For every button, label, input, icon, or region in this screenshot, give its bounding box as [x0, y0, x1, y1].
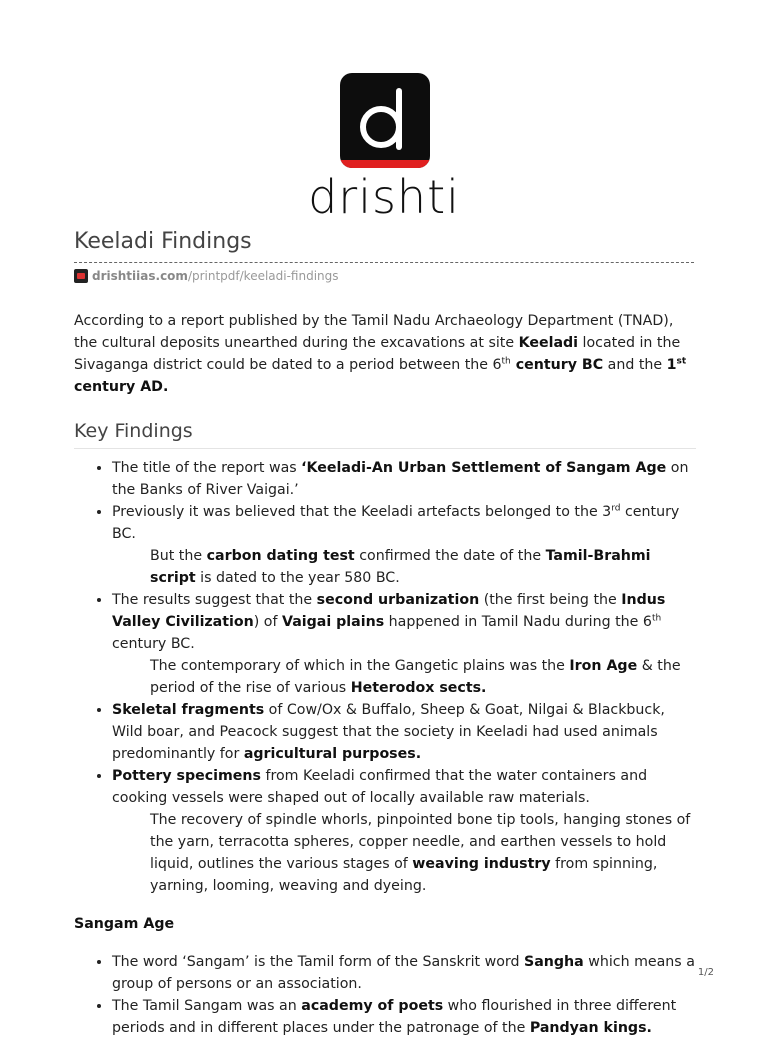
list-item: • The word ‘Sangam’ is the Tamil form of the Sanskrit word Sangha which means a group of persons or an association. — [112, 951, 696, 995]
key-findings-heading: Key Findings — [74, 420, 696, 449]
sangam-age-heading: Sangam Age — [74, 916, 175, 932]
key-findings-list — [74, 457, 696, 897]
sub-paragraph: The contemporary of which in the Gangetic plains was the Iron Age & the period of the rise of various Heterodox sects. — [150, 658, 681, 696]
page-number: 1/2 — [697, 967, 714, 978]
list-item: • Pottery specimens from Keeladi confirmed that the water containers and cooking vessels were shaped out of locally available raw materials. The recovery of spindle whorls, pinpointed bone tip tools, hanging stones of the yarn, terracotta spheres, copper needle, and earthen vessels to hold liquid, outlines the various stages of weaving industry from spinning, yarning, looming, weaving and dyeing. — [112, 765, 696, 897]
intro-paragraph: According to a report published by the Tamil Nadu Archaeology Department (TNAD), the cultural deposits unearthed during the excavations at site Keeladi located in the Sivaganga district could be dated to a period between the 6th century BC and the 1st century AD. — [74, 313, 687, 395]
title-divider — [74, 262, 694, 263]
article-body — [74, 310, 696, 1039]
source-path: /printpdf/keeladi-findings — [187, 269, 339, 283]
list-item: • The Tamil Sangam was an academy of poets who flourished in three different periods and in different places under the patronage of the Pandyan kings. — [112, 995, 696, 1039]
page-title: Keeladi Findings — [74, 229, 252, 254]
drishti-logo-icon — [340, 73, 430, 168]
list-item: • The results suggest that the second urbanization (the first being the Indus Valley Civilization) of Vaigai plains happened in Tamil Nadu during the 6th century BC. The contemporary of which in the Gangetic plains was the Iron Age & the period of the rise of various Heterodox sects. — [112, 589, 696, 699]
sangam-list — [74, 951, 696, 1039]
list-item: • The title of the report was ‘Keeladi-An Urban Settlement of Sangam Age on the Banks of River Vaigai.’ — [112, 457, 696, 501]
source-domain: drishtiias.com — [92, 269, 188, 283]
sub-paragraph: The recovery of spindle whorls, pinpointed bone tip tools, hanging stones of the yarn, terracotta spheres, copper needle, and earthen vessels to hold liquid, outlines the various stages of weaving industry from spinning, yarning, looming, weaving and dyeing. — [150, 812, 691, 894]
brand-name: drishti — [308, 170, 460, 224]
drishti-favicon-icon — [74, 269, 88, 283]
sub-paragraph: But the carbon dating test confirmed the date of the Tamil-Brahmi script is dated to the year 580 BC. — [150, 548, 651, 586]
source-link[interactable] — [74, 269, 339, 283]
list-item: • Previously it was believed that the Keeladi artefacts belonged to the 3rd century BC. But the carbon dating test confirmed the date of the Tamil-Brahmi script is dated to the year 580 BC. — [112, 501, 696, 589]
list-item: • Skeletal fragments of Cow/Ox & Buffalo, Sheep & Goat, Nilgai & Blackbuck, Wild boar, and Peacock suggest that the society in Keeladi had used animals predominantly for agricultural purposes. — [112, 699, 696, 765]
